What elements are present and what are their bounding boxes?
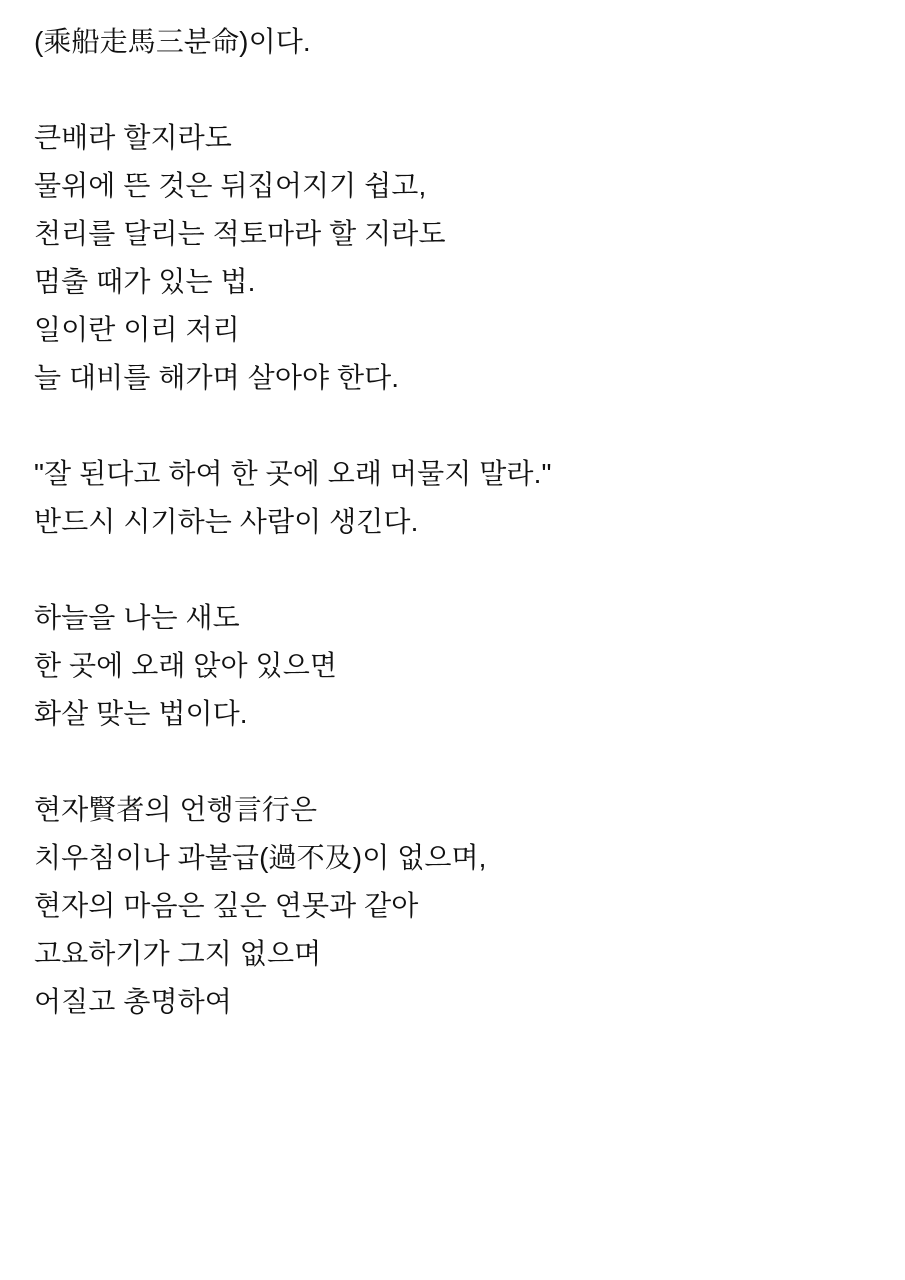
text-line: 한 곳에 오래 앉아 있으면 xyxy=(34,650,337,681)
text-line: 치우침이나 과불급(過不及)이 없으며, xyxy=(34,842,487,873)
text-line: 하늘을 나는 새도 xyxy=(34,602,240,633)
text-line: "잘 된다고 하여 한 곳에 오래 머물지 말라." xyxy=(34,458,552,489)
text-line: 반드시 시기하는 사람이 생긴다. xyxy=(34,506,419,537)
text-block xyxy=(34,114,871,402)
text-line: 늘 대비를 해가며 살아야 한다. xyxy=(34,362,400,393)
paragraph-spacer xyxy=(34,738,871,786)
paragraph-spacer xyxy=(34,402,871,450)
text-line: (乘船走馬三분命)이다. xyxy=(34,26,311,57)
text-block xyxy=(34,450,871,546)
text-line: 고요하기가 그지 없으며 xyxy=(34,938,322,969)
paragraph-spacer xyxy=(34,66,871,114)
text-line: 물위에 뜬 것은 뒤집어지기 쉽고, xyxy=(34,170,427,201)
text-line: 멈출 때가 있는 법. xyxy=(34,266,256,297)
text-line: 현자의 마음은 깊은 연못과 같아 xyxy=(34,890,419,921)
text-line: 큰배라 할지라도 xyxy=(34,122,232,153)
text-block xyxy=(34,594,871,738)
text-line: 천리를 달리는 적토마라 할 지라도 xyxy=(34,218,446,249)
paragraph-spacer xyxy=(34,546,871,594)
text-line: 현자賢者의 언행言行은 xyxy=(34,794,318,825)
text-line: 화살 맞는 법이다. xyxy=(34,698,248,729)
text-line: 일이란 이리 저리 xyxy=(34,314,240,345)
text-line: 어질고 총명하여 xyxy=(34,986,232,1017)
text-block xyxy=(34,786,871,1026)
document-body xyxy=(34,18,871,1026)
text-block xyxy=(34,18,871,66)
